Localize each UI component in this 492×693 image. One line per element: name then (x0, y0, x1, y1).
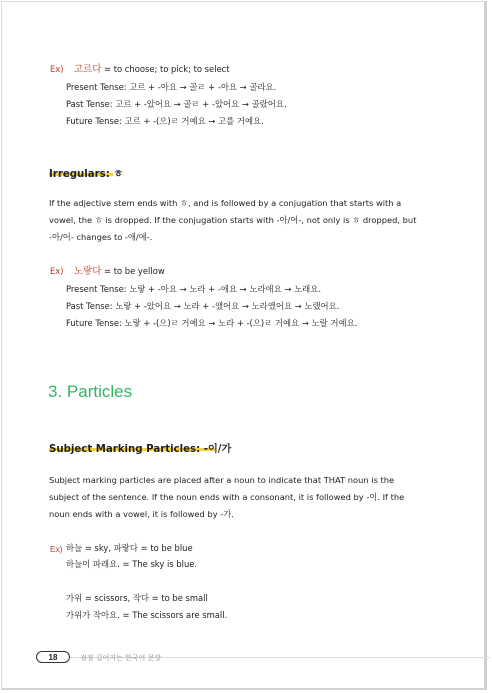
example-definition: = to be yellow (101, 266, 165, 276)
sentence-sky: 하늘이 파래요. = The sky is blue. (66, 559, 198, 569)
example-gorda (50, 64, 230, 75)
footer-book-title: 점점 길어지는 한국어 문장 (80, 654, 162, 662)
subject-particles-heading: Subject Marking Particles: -이/가 (49, 444, 232, 455)
present-tense-line: Present Tense: 노랗 + -아요 → 노라 + -애요 → 노라애요 → 노래요. (66, 284, 322, 294)
section-title: 3. Particles (48, 382, 133, 401)
future-tense-line: Future Tense: 고르 + -(으)ㄹ 거예요 → 고를 거예요. (66, 116, 264, 126)
sentence-scissors: 가위가 작아요. = The scissors are small. (66, 610, 228, 620)
irregulars-paragraph: If the adjective stem ends with ㅎ, and is followed by a conjugation that starts with a vowel, the ㅎ is dropped. If the conjugation starts with -아/어-, not only is ㅎ dropped, but -아/어- changes to -애/에-. (49, 198, 417, 242)
example-word: 노랗다 (73, 266, 102, 277)
past-tense-line: Past Tense: 고르 + -았어요 → 골ㄹ + -았어요 → 골랐어요. (66, 99, 287, 109)
page-number-badge: 18 (36, 651, 70, 663)
ex-marker: Ex) (50, 266, 64, 276)
vocab-line-scissors: 가위 = scissors, 작다 = to be small (66, 593, 208, 603)
past-tense-line: Past Tense: 노랗 + -았어요 → 노라 + -앴어요 → 노라앴어요 → 노랬어요. (66, 301, 340, 311)
present-tense-line: Present Tense: 고르 + -아요 → 골ㄹ + -아요 → 골라요. (66, 82, 277, 92)
example-definition: = to choose; to pick; to select (101, 64, 230, 74)
document-page (1, 1, 487, 690)
vocab-line-sky: 하늘 = sky, 파랗다 = to be blue (66, 543, 193, 553)
ex-marker: Ex) (50, 544, 63, 554)
subject-particles-paragraph: Subject marking particles are placed after a noun to indicate that THAT noun is the subject of the sentence. If the noun ends with a consonant, it is followed by -이. If the noun ends with a vowel, it is followed by -가. (49, 475, 405, 519)
future-tense-line: Future Tense: 노랗 + -(으)ㄹ 거예요 → 노라 + -(으)ㄹ 거예요 → 노랄 거예요. (66, 318, 358, 328)
example-norata (50, 266, 165, 277)
irregulars-heading: Irregulars: ㅎ (49, 169, 124, 180)
example-word: 고르다 (73, 64, 102, 75)
ex-marker: Ex) (50, 64, 64, 74)
